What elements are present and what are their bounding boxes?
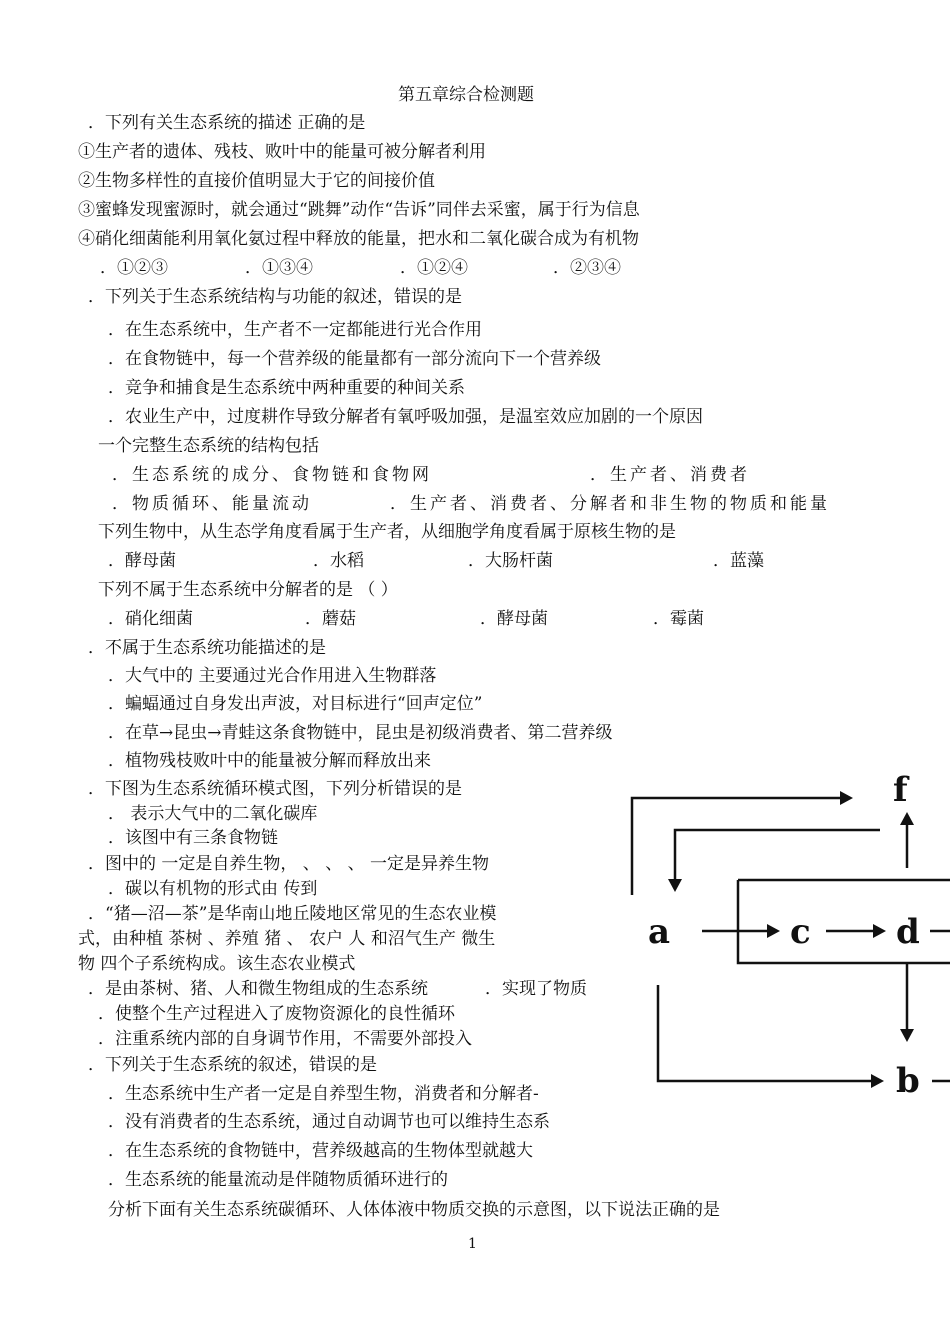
q9-option-d: ．生态系统的能量流动是伴随物质循环进行的: [108, 1170, 448, 1190]
q4-option-d: ．蓝藻: [713, 551, 764, 571]
q1-option-b: ．①③④: [245, 258, 313, 278]
node-d: d: [896, 912, 920, 952]
q1-item-4: ④硝化细菌能利用氧化氨过程中释放的能量，把水和二氧化碳合成为有机物: [78, 229, 639, 249]
q7-option-a: ． 表示大气中的二氧化碳库: [108, 804, 318, 824]
q9-option-c: ．在生态系统的食物链中，营养级越高的生物体型就越大: [108, 1141, 533, 1161]
q8-option-b: ．实现了物质: [485, 979, 587, 999]
node-f: f: [893, 770, 908, 810]
q9-option-a: ．生态系统中生产者一定是自养型生物，消费者和分解者-: [108, 1084, 539, 1104]
q2-option-c: ．竞争和捕食是生态系统中两种重要的种间关系: [108, 378, 465, 398]
q6-option-d: ．植物残枝败叶中的能量被分解而释放出来: [108, 751, 431, 771]
q1-option-a: ．①②③: [100, 258, 168, 278]
q6-option-b: ．蝙蝠通过自身发出声波，对目标进行“回声定位”: [108, 694, 483, 714]
q4-option-c: ．大肠杆菌: [468, 551, 553, 571]
q8-stem-line-3: 物 四个子系统构成。该生态农业模式: [78, 954, 356, 974]
page-title: 第五章综合检测题: [398, 85, 534, 105]
q10-stem: 分析下面有关生态系统碳循环、人体体液中物质交换的示意图，以下说法正确的是: [108, 1200, 720, 1220]
q3-option-a: ．生态系统的成分、食物链和食物网: [112, 465, 432, 485]
node-c: c: [790, 912, 811, 952]
page-number: 1: [468, 1236, 477, 1252]
q7-option-c: ．图中的 一定是自养生物， 、 、 、 一定是异养生物: [88, 854, 490, 874]
q1-option-c: ．①②④: [400, 258, 468, 278]
q7-option-d: ．碳以有机物的形式由 传到: [108, 879, 318, 899]
q5-option-b: ．蘑菇: [305, 609, 356, 629]
q1-item-1: ①生产者的遗体、残枝、败叶中的能量可被分解者利用: [78, 142, 486, 162]
node-a: a: [648, 912, 671, 952]
q4-stem: 下列生物中，从生态学角度看属于生产者，从细胞学角度看属于原核生物的是: [98, 522, 676, 542]
q7-option-b: ．该图中有三条食物链: [108, 828, 278, 848]
q8-option-c: ．使整个生产过程进入了废物资源化的良性循环: [98, 1004, 455, 1024]
q3-option-c: ．物质循环、能量流动: [112, 494, 312, 514]
q2-stem: ．下列关于生态系统结构与功能的叙述，错误的是: [88, 287, 462, 307]
q5-option-c: ．酵母菌: [480, 609, 548, 629]
q7-stem: ．下图为生态系统循环模式图，下列分析错误的是: [88, 779, 462, 799]
q8-stem-line-1: ．“猪—沼—茶”是华南山地丘陵地区常见的生态农业模: [88, 904, 497, 924]
q5-option-d: ．霉菌: [653, 609, 704, 629]
q1-stem: ．下列有关生态系统的描述 正确的是: [88, 113, 366, 133]
q9-stem: ．下列关于生态系统的叙述，错误的是: [88, 1055, 377, 1075]
q2-option-d: ．农业生产中，过度耕作导致分解者有氧呼吸加强，是温室效应加剧的一个原因: [108, 407, 703, 427]
q3-option-b: ．生产者、消费者: [590, 465, 750, 485]
q8-option-d: ．注重系统内部的自身调节作用，不需要外部投入: [98, 1029, 472, 1049]
q5-stem: 下列不属于生态系统中分解者的是 （ ）: [98, 580, 398, 600]
q1-item-3: ③蜜蜂发现蜜源时，就会通过“跳舞”动作“告诉”同伴去采蜜，属于行为信息: [78, 200, 640, 220]
q2-option-a: ．在生态系统中，生产者不一定都能进行光合作用: [108, 320, 482, 340]
q6-stem: ．不属于生态系统功能描述的是: [88, 638, 326, 658]
q5-option-a: ．硝化细菌: [108, 609, 193, 629]
q8-option-a: ．是由茶树、猪、人和微生物组成的生态系统: [88, 979, 428, 999]
q6-option-a: ．大气中的 主要通过光合作用进入生物群落: [108, 666, 437, 686]
q1-item-2: ②生物多样性的直接价值明显大于它的间接价值: [78, 171, 435, 191]
q2-option-b: ．在食物链中，每一个营养级的能量都有一部分流向下一个营养级: [108, 349, 601, 369]
node-b: b: [896, 1061, 920, 1101]
q8-stem-line-2: 式，由种植 茶树 、养殖 猪 、 农户 人 和沼气生产 微生: [78, 929, 496, 949]
q4-option-b: ．水稻: [313, 551, 364, 571]
q9-option-b: ．没有消费者的生态系统，通过自动调节也可以维持生态系: [108, 1112, 550, 1132]
q1-option-d: ．②③④: [553, 258, 621, 278]
q4-option-a: ．酵母菌: [108, 551, 176, 571]
q6-option-c: ．在草→昆虫→青蛙这条食物链中，昆虫是初级消费者、第二营养级: [108, 723, 613, 743]
q3-option-d: ．生产者、消费者、分解者和非生物的物质和能量: [390, 494, 830, 514]
q3-stem: 一个完整生态系统的结构包括: [98, 436, 319, 456]
